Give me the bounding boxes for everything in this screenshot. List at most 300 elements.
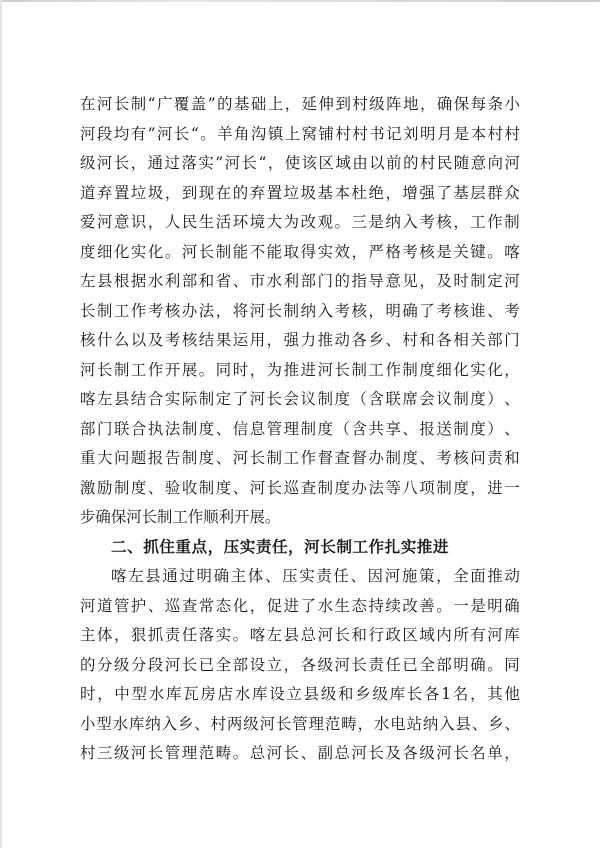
text-char: 到 <box>181 183 198 202</box>
text-char: 确 <box>213 567 230 585</box>
text-char: 入 <box>161 714 178 733</box>
text-char: 核 <box>181 331 198 349</box>
text-char: 理 <box>283 419 300 438</box>
text-char: 各 <box>300 655 316 674</box>
text-char: 河 <box>317 360 333 379</box>
paragraph-line <box>80 297 520 327</box>
text-char: 考 <box>147 301 164 320</box>
text-char: 大 <box>96 449 113 467</box>
text-char: 作 <box>147 360 164 379</box>
text-char: ” <box>215 154 224 172</box>
text-char: 任 <box>181 626 198 644</box>
text-char: 圾 <box>147 183 164 202</box>
text-char: 巡 <box>283 478 300 497</box>
text-char: ） <box>487 419 503 438</box>
text-char: 村 <box>402 331 418 349</box>
text-char: 制 <box>300 419 316 438</box>
text-char: 因 <box>367 567 384 585</box>
text-char: ， <box>470 685 486 703</box>
text-char: 瓦 <box>183 685 199 703</box>
text-char: 覆 <box>173 95 190 113</box>
text-char: 执 <box>147 419 164 438</box>
text-char: 办 <box>351 478 367 497</box>
text-char: 弃 <box>249 183 266 202</box>
text-char: 制 <box>504 213 520 231</box>
text-char: 化 <box>147 242 164 261</box>
text-char: 在 <box>80 95 96 113</box>
text-char: 水 <box>148 685 165 703</box>
text-char: 民 <box>436 154 453 172</box>
text-char: 过 <box>179 567 195 585</box>
text-char: ） <box>487 390 503 408</box>
text-char: 河 <box>249 478 266 497</box>
text-char: ， <box>97 685 113 703</box>
text-char: 名 <box>470 744 486 762</box>
text-char: 项 <box>419 478 435 497</box>
text-char: 实 <box>299 567 315 585</box>
text-char: （ <box>334 419 350 438</box>
text-char: 严 <box>368 242 384 261</box>
text-char: 。 <box>232 626 249 644</box>
text-char: 范 <box>198 744 215 762</box>
text-char: 部 <box>80 419 96 438</box>
text-char: 长 <box>113 95 130 113</box>
text-char: 明 <box>419 124 436 143</box>
text-char: 门 <box>504 331 520 349</box>
text-char: 级 <box>113 655 130 674</box>
text-char: 激 <box>80 478 96 497</box>
text-char: 总 <box>334 744 350 762</box>
text-char: 顺 <box>203 508 219 526</box>
text-char: ， <box>164 183 181 202</box>
text-char: 地 <box>403 95 419 113</box>
text-char: 责 <box>368 655 384 674</box>
text-char: 河 <box>126 508 142 526</box>
text-char: 设 <box>249 655 266 674</box>
text-char: 验 <box>164 478 181 497</box>
text-char: 水 <box>266 272 283 290</box>
text-char: 果 <box>215 331 232 349</box>
text-char: 重 <box>80 449 96 467</box>
text-char: 长 <box>249 449 266 467</box>
text-char: 基 <box>453 183 469 202</box>
text-char: 上 <box>284 124 301 143</box>
text-char: 制 <box>266 449 283 467</box>
text-char: 制 <box>351 360 367 379</box>
text-char: 长 <box>266 390 283 408</box>
text-char: 意 <box>470 154 487 172</box>
text-char: 、 <box>264 567 281 585</box>
text-char: 左 <box>266 626 283 644</box>
text-char: 观 <box>317 213 333 231</box>
text-char: 抓 <box>147 626 164 644</box>
text-char: 管 <box>266 419 283 438</box>
text-char: 水 <box>373 714 390 733</box>
text-char: 确 <box>470 655 486 674</box>
text-char: 和 <box>419 331 435 349</box>
text-char: 结 <box>130 390 147 408</box>
text-char: 畴 <box>341 714 357 733</box>
text-char: 长 <box>266 301 283 320</box>
text-char: 础 <box>250 95 267 113</box>
text-char: 阵 <box>386 95 402 113</box>
text-char: 所 <box>453 626 469 644</box>
text-char: 含 <box>368 390 384 408</box>
text-char: 考 <box>504 301 520 320</box>
text-char: 联 <box>385 390 401 408</box>
text-char: 息 <box>249 419 266 438</box>
text-char: 开 <box>234 508 250 526</box>
text-char: 分 <box>130 655 147 674</box>
text-char: 级 <box>419 744 435 762</box>
text-char: ， <box>113 626 130 644</box>
text-char: 长 <box>334 626 350 644</box>
text-char: 村 <box>80 744 96 762</box>
text-char: 督 <box>317 449 333 467</box>
text-char: 明 <box>385 301 401 320</box>
text-char: 进 <box>300 360 316 379</box>
text-char: 度 <box>130 478 147 497</box>
text-char: 进 <box>487 478 503 497</box>
text-char: ， <box>249 360 266 379</box>
text-char: 、 <box>194 714 210 733</box>
text-char: 管 <box>113 596 130 615</box>
text-char: 护 <box>130 596 147 615</box>
text-char: 长 <box>96 360 113 379</box>
text-char: 、 <box>350 567 366 585</box>
text-char: 开 <box>164 360 181 379</box>
text-char: 度 <box>215 478 232 497</box>
text-char: 法 <box>368 478 384 497</box>
text-char: 关 <box>453 242 469 261</box>
text-char: 本 <box>334 183 350 202</box>
text-char: 长 <box>113 154 130 172</box>
text-char: 级 <box>372 685 388 703</box>
text-char: 同 <box>504 655 520 674</box>
text-char: 月 <box>436 124 453 143</box>
text-char: 镇 <box>267 124 284 143</box>
text-char: 均 <box>113 124 130 143</box>
text-char: 制 <box>283 301 300 320</box>
text-char: 其 <box>487 685 503 703</box>
text-char: 制 <box>113 478 130 497</box>
text-char: 一 <box>504 478 520 497</box>
text-char: 段 <box>96 124 113 143</box>
text-char: 的 <box>80 655 96 674</box>
text-char: 作 <box>385 360 401 379</box>
text-char: 了 <box>300 596 316 615</box>
text-char: 部 <box>300 272 316 290</box>
text-char: 刘 <box>403 124 419 143</box>
text-char: 什 <box>96 331 113 349</box>
text-char: 村 <box>335 124 351 143</box>
text-char: 级 <box>113 744 130 762</box>
text-char: 域 <box>335 154 351 172</box>
text-char: 喀 <box>80 390 96 408</box>
text-char: 明 <box>487 596 503 615</box>
text-char: ， <box>357 714 373 733</box>
text-char: 核 <box>80 331 96 349</box>
text-char: 置 <box>266 183 283 202</box>
text-char: 及 <box>147 331 164 349</box>
text-char: 长 <box>181 655 198 674</box>
text-char: 键 <box>470 242 486 261</box>
text-char: 全 <box>419 655 435 674</box>
text-char: ， <box>419 95 436 113</box>
text-char: 同 <box>215 360 232 379</box>
text-char: 。 <box>436 596 452 615</box>
text-char: 的 <box>217 95 233 113</box>
text-char: 房 <box>200 685 216 703</box>
text-char: 水 <box>234 685 251 703</box>
text-char: 细 <box>96 242 113 261</box>
text-char: 见 <box>402 272 418 290</box>
text-char: 合 <box>130 419 147 438</box>
text-char: 和 <box>504 449 520 467</box>
text-char: 际 <box>181 390 198 408</box>
text-char: 化 <box>232 596 249 615</box>
text-char: 是 <box>453 124 470 143</box>
text-char: 制 <box>130 95 147 113</box>
text-char: 到 <box>335 95 351 113</box>
text-char: 确 <box>95 508 111 526</box>
text-char: 乡 <box>368 331 384 349</box>
text-char: 型 <box>96 714 112 733</box>
text-char: 核 <box>351 301 367 320</box>
text-char: 。 <box>487 655 503 674</box>
text-char: 落 <box>198 626 215 644</box>
text-char: 部 <box>232 655 249 674</box>
text-char: 结 <box>198 331 215 349</box>
text-char: 告 <box>164 449 181 467</box>
text-char: 力 <box>300 331 316 349</box>
text-char: 含 <box>351 419 367 438</box>
text-char: 区 <box>318 154 334 172</box>
text-char: 八 <box>402 478 418 497</box>
text-char: 左 <box>128 567 144 585</box>
paragraph-line <box>80 503 520 533</box>
text-char: 改 <box>300 213 316 231</box>
text-char: 主 <box>80 626 96 644</box>
text-char: 河 <box>504 272 520 290</box>
text-char: 能 <box>266 242 283 261</box>
text-char: 随 <box>453 154 470 172</box>
text-char: 时 <box>80 685 96 703</box>
text-char: 大 <box>266 213 283 231</box>
text-char: ， <box>130 154 147 172</box>
text-char: 制 <box>385 449 401 467</box>
text-char: 部 <box>487 331 503 349</box>
scan-top-edge <box>0 0 600 2</box>
text-char: 长 <box>147 744 164 762</box>
text-char: 长 <box>406 685 423 703</box>
text-char: 、 <box>471 714 488 733</box>
text-char: 弃 <box>96 183 113 202</box>
paragraph-line <box>80 621 520 651</box>
text-char: 为 <box>283 213 300 231</box>
text-char: ， <box>470 478 486 497</box>
text-char: 制 <box>453 390 469 408</box>
text-char: 时 <box>232 360 249 379</box>
text-char: ， <box>453 213 469 231</box>
text-char: 考 <box>436 449 452 467</box>
text-char: 基 <box>234 95 250 113</box>
text-char: 保 <box>453 95 470 113</box>
text-char: 。 <box>334 213 350 231</box>
text-char: 根 <box>113 272 130 290</box>
text-char: 度 <box>453 478 469 497</box>
text-char: 的 <box>403 154 419 172</box>
text-char: 垃 <box>130 183 147 202</box>
text-char: 村 <box>210 714 227 733</box>
text-char: 纳 <box>145 714 161 733</box>
paragraph-line <box>80 90 520 120</box>
text-char: 长 <box>173 124 190 143</box>
text-char: ， <box>351 242 367 261</box>
text-char: 度 <box>334 390 350 408</box>
text-char: 制 <box>181 419 198 438</box>
paragraph-line <box>80 385 520 415</box>
text-char: “ <box>190 124 199 143</box>
text-char: 河 <box>317 626 333 644</box>
text-char: 取 <box>283 242 300 261</box>
text-char: 河 <box>157 124 173 143</box>
text-char: 绝 <box>368 183 384 202</box>
text-char: 级 <box>80 154 96 172</box>
text-char: 工 <box>283 449 300 467</box>
text-char: 。 <box>232 744 249 762</box>
paragraph-line <box>80 267 520 297</box>
text-char: 长 <box>453 744 469 762</box>
text-char: 单 <box>487 744 503 762</box>
text-char: 持 <box>368 596 384 615</box>
text-char: 定 <box>487 272 503 290</box>
text-char: 任 <box>333 567 349 585</box>
text-char: 县 <box>283 626 300 644</box>
text-char: 实 <box>198 154 214 172</box>
text-char: 核 <box>453 301 469 320</box>
paragraph-line <box>80 562 520 592</box>
paragraph-line <box>80 444 520 474</box>
text-char: ， <box>267 154 284 172</box>
text-char: 域 <box>419 626 435 644</box>
text-char: 村 <box>419 154 436 172</box>
text-char: 定 <box>215 390 232 408</box>
paragraph-line <box>80 149 520 179</box>
text-char: 了 <box>419 301 435 320</box>
text-char: 河 <box>351 744 367 762</box>
text-char: 河 <box>130 744 147 762</box>
paragraph-line <box>80 739 520 769</box>
text-char: ， <box>266 331 283 349</box>
text-char: 步 <box>80 508 96 526</box>
text-char: 群 <box>487 183 503 202</box>
text-char: 小 <box>504 95 520 113</box>
text-char: 在 <box>215 183 232 202</box>
text-char: 境 <box>249 213 266 231</box>
text-char: 河 <box>224 154 241 172</box>
text-char: 店 <box>217 685 234 703</box>
paragraph-line <box>80 680 520 710</box>
text-char: 展 <box>181 360 198 379</box>
text-char: 据 <box>130 272 147 290</box>
text-char: 责 <box>487 449 503 467</box>
text-char: 实 <box>164 390 181 408</box>
text-char: 范 <box>324 714 341 733</box>
text-char: 席 <box>402 390 418 408</box>
text-char: 考 <box>334 301 350 320</box>
text-char: 长 <box>283 744 300 762</box>
text-char: 会 <box>419 390 435 408</box>
text-char: 和 <box>338 685 354 703</box>
text-char: 度 <box>198 449 215 467</box>
text-char: 各 <box>436 331 452 349</box>
text-char: 实 <box>130 242 147 261</box>
text-char: 管 <box>164 744 181 762</box>
text-char: 和 <box>198 272 215 290</box>
text-char: ， <box>385 183 401 202</box>
text-char: 前 <box>386 154 402 172</box>
text-char: 等 <box>385 478 401 497</box>
text-char: 推 <box>487 567 503 585</box>
text-char: 活 <box>215 213 232 231</box>
text-char: 制 <box>157 508 173 526</box>
text-char: 确 <box>504 596 520 615</box>
text-char: 已 <box>198 655 215 674</box>
text-char: 度 <box>80 242 96 261</box>
text-char: 、 <box>232 272 249 290</box>
text-char: 续 <box>385 596 401 615</box>
text-char: 励 <box>96 478 113 497</box>
text-char: 两 <box>226 714 243 733</box>
text-char: 站 <box>406 714 422 733</box>
text-char: 善 <box>419 596 435 615</box>
text-char: 广 <box>157 95 173 113</box>
text-char: ， <box>368 301 384 320</box>
text-char: 现 <box>198 183 215 202</box>
text-char: 运 <box>232 331 249 349</box>
text-char: （ <box>351 390 367 408</box>
text-char: 增 <box>402 183 418 202</box>
text-char: 共 <box>368 419 384 438</box>
text-char: 促 <box>266 596 283 615</box>
text-char: 态 <box>215 596 232 615</box>
text-char: 为 <box>266 360 283 379</box>
text-char: 工 <box>470 213 486 231</box>
text-char: 制 <box>436 478 452 497</box>
text-char: 县 <box>96 272 113 290</box>
text-char: 查 <box>181 596 198 615</box>
text-char: 动 <box>334 331 350 349</box>
text-char: 圾 <box>300 183 316 202</box>
text-char: 强 <box>283 331 300 349</box>
text-char: ” <box>207 95 216 113</box>
text-char: 角 <box>234 124 250 143</box>
text-char: 长 <box>275 714 292 733</box>
text-char: 度 <box>470 390 486 408</box>
text-char: 制 <box>198 478 215 497</box>
text-char: 喀 <box>111 567 127 585</box>
text-char: 实 <box>317 242 333 261</box>
text-char: 副 <box>317 744 333 762</box>
scan-left-edge <box>0 0 2 848</box>
text-char: 过 <box>164 154 180 172</box>
text-char: 确 <box>402 301 418 320</box>
text-char: 识 <box>130 213 147 231</box>
text-char: 工 <box>113 301 130 320</box>
text-char: 级 <box>317 655 333 674</box>
text-char: 他 <box>504 685 520 703</box>
